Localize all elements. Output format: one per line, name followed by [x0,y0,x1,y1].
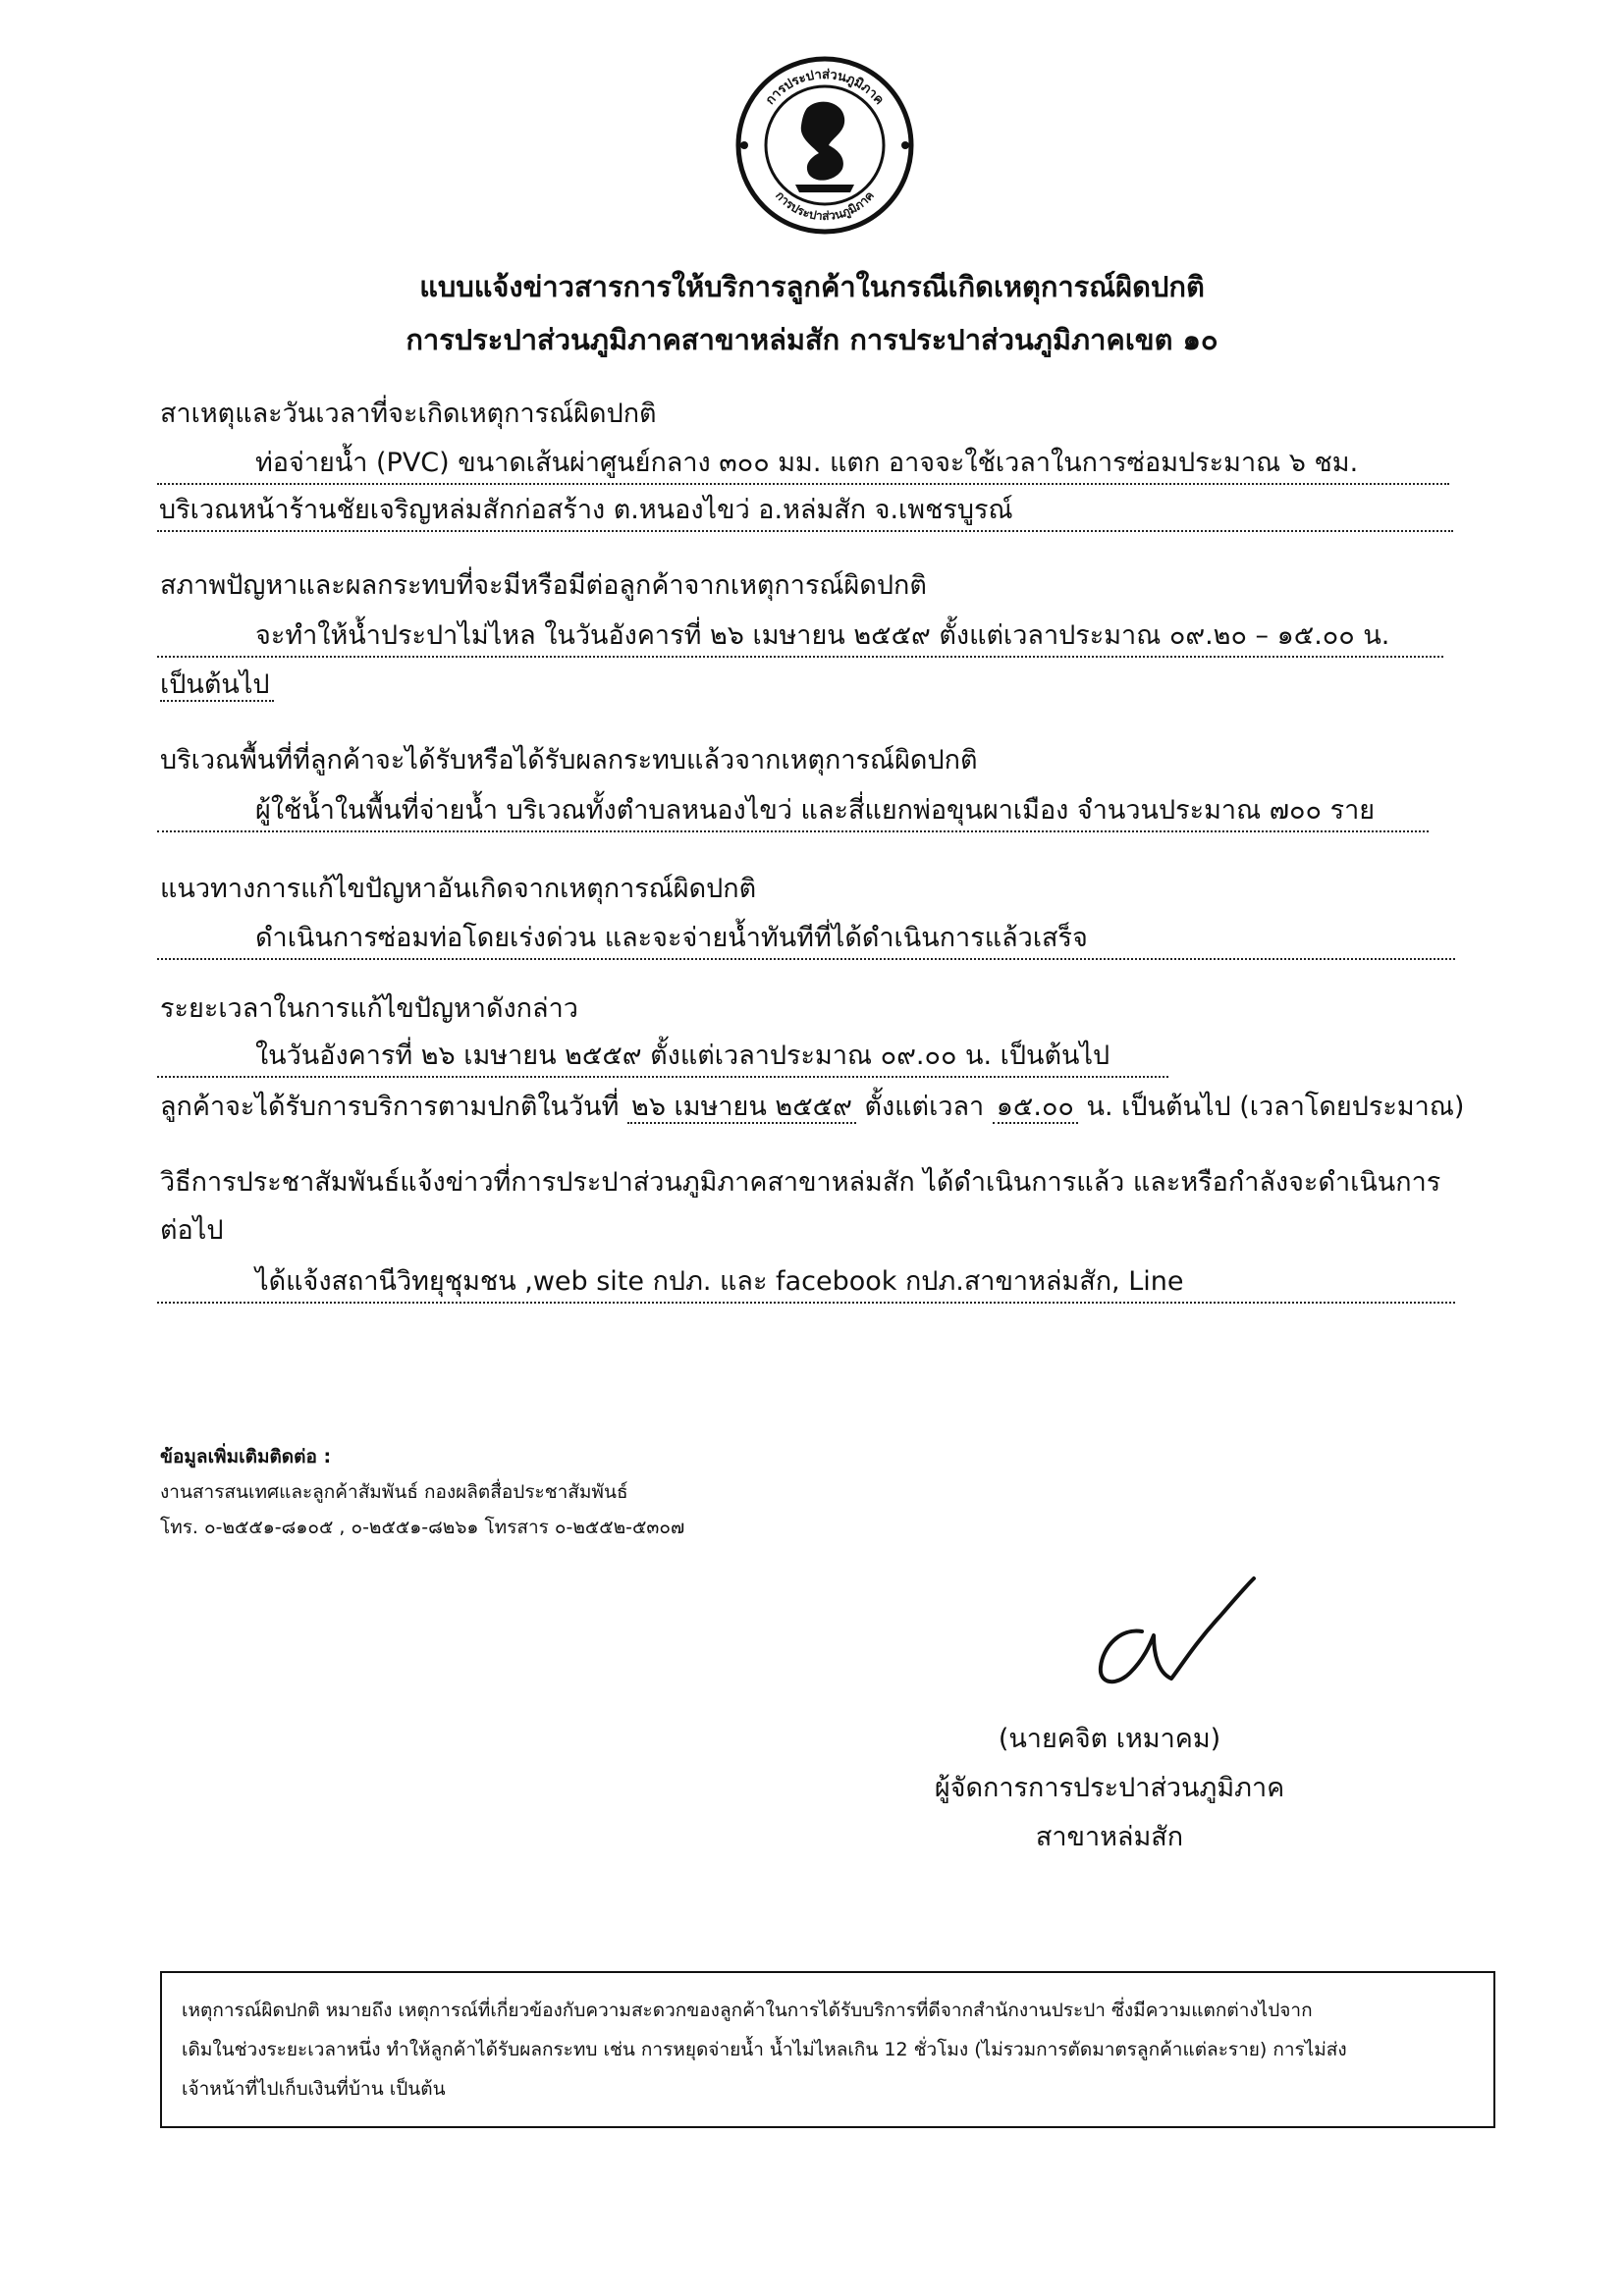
service-resume-date: ๒๖ เมษายน ๒๕๕๙ [627,1092,856,1124]
signatory-branch: สาขาหล่มสัก [1035,1822,1184,1852]
document-title-line2: การประปาส่วนภูมิภาคสาขาหล่มสัก การประปาส่วนภูมิภาคเขต ๑๐ [406,323,1218,356]
service-resume-time: ๑๕.๐๐ [993,1092,1078,1124]
note-line1: เหตุการณ์ผิดปกติ หมายถึง เหตุการณ์ที่เกี่ยวข้องกับความสะดวกของลูกค้าในการได้รับบริการที่ดีจากสำนักงานประปา ซึ่งมีความแตกต่างไปจาก [182,2000,1313,2021]
pwa-emblem-logo [727,47,923,243]
area-heading: บริเวณพื้นที่ที่ลูกค้าจะได้รับหรือได้รับผลกระทบแล้วจากเหตุการณ์ผิดปกติ [160,745,978,775]
area-line1: ผู้ใช้น้ำในพื้นที่จ่ายน้ำ บริเวณทั้งตำบลหนองไขว่ และสี่แยกพ่อขุนผาเมือง จำนวนประมาณ ๗๐๐ ราย [157,791,1429,832]
duration-line2: ลูกค้าจะได้รับการบริการตามปกติในวันที่ ๒๖ เมษายน ๒๕๕๙ ตั้งแต่เวลา ๑๕.๐๐ น. เป็นต้นไป (เวลาโดยประมาณ) [160,1092,1465,1122]
cause-heading: สาเหตุและวันเวลาที่จะเกิดเหตุการณ์ผิดปกติ [160,399,657,429]
signatory-position: ผู้จัดการการประปาส่วนภูมิภาค [934,1773,1285,1803]
svg-text:การประปาส่วนภูมิภาค: การประปาส่วนภูมิภาค [773,188,877,224]
impact-line1: จะทำให้น้ำประปาไม่ไหล ในวันอังคารที่ ๒๖ เมษายน ๒๕๕๙ ตั้งแต่เวลาประมาณ ๐๙.๒๐ – ๑๕.๐๐ น. [157,616,1443,658]
svg-text:การประปาส่วนภูมิภาค: การประปาส่วนภูมิภาค [763,67,887,108]
pr-heading-cont: ต่อไป [160,1215,224,1246]
signatory-name: (นายคจิต เหมาคม) [998,1724,1221,1754]
solution-line1: ดำเนินการซ่อมท่อโดยเร่งด่วน และจะจ่ายน้ำทันทีที่ได้ดำเนินการแล้วเสร็จ [157,919,1455,960]
contact-phones: โทร. ๐-๒๕๕๑-๘๑๐๕ , ๐-๒๕๕๑-๘๒๖๑ โทรสาร ๐-๒๕๕๒-๕๓๐๗ [160,1517,685,1538]
cause-line2: บริเวณหน้าร้านชัยเจริญหล่มสักก่อสร้าง ต.หนองไขว่ อ.หล่มสัก จ.เพชรบูรณ์ [157,491,1453,532]
contact-label: ข้อมูลเพิ่มเติมติดต่อ : [160,1446,332,1468]
note-line3: เจ้าหน้าที่ไปเก็บเงินที่บ้าน เป็นต้น [182,2078,446,2100]
contact-org: งานสารสนเทศและลูกค้าสัมพันธ์ กองผลิตสื่อประชาสัมพันธ์ [160,1481,628,1503]
pr-heading: วิธีการประชาสัมพันธ์แจ้งข่าวที่การประปาส่วนภูมิภาคสาขาหล่มสัก ได้ดำเนินการแล้ว และหรือกำลังจะดำเนินการ [160,1167,1441,1198]
impact-heading: สภาพปัญหาและผลกระทบที่จะมีหรือมีต่อลูกค้าจากเหตุการณ์ผิดปกติ [160,570,927,601]
definition-note-box [160,1971,1495,2128]
note-line2: เดิมในช่วงระยะเวลาหนึ่ง ทำให้ลูกค้าได้รับผลกระทบ เช่น การหยุดจ่ายน้ำ น้ำไม่ไหลเกิน 12 ชั่วโมง (ไม่รวมการตัดมาตรลูกค้าแต่ละราย) การไม่ส่ง [182,2039,1347,2060]
pr-line1: ได้แจ้งสถานีวิทยุชุมชน ,web site กปภ. และ facebook กปภ.สาขาหล่มสัก, Line [157,1262,1455,1304]
duration-line1: ในวันอังคารที่ ๒๖ เมษายน ๒๕๕๙ ตั้งแต่เวลาประมาณ ๐๙.๐๐ น. เป็นต้นไป [157,1037,1168,1078]
document-title-line1: แบบแจ้งข่าวสารการให้บริการลูกค้าในกรณีเกิดเหตุการณ์ผิดปกติ [419,270,1205,303]
cause-line1: ท่อจ่ายน้ำ (PVC) ขนาดเส้นผ่าศูนย์กลาง ๓๐๐ มม. แตก อาจจะใช้เวลาในการซ่อมประมาณ ๖ ชม. [157,444,1449,485]
impact-line2: เป็นต้นไป [160,666,274,705]
duration-heading: ระยะเวลาในการแก้ไขปัญหาดังกล่าว [160,993,578,1024]
solution-heading: แนวทางการแก้ไขปัญหาอันเกิดจากเหตุการณ์ผิดปกติ [160,874,757,904]
handwritten-signature [1085,1571,1272,1698]
